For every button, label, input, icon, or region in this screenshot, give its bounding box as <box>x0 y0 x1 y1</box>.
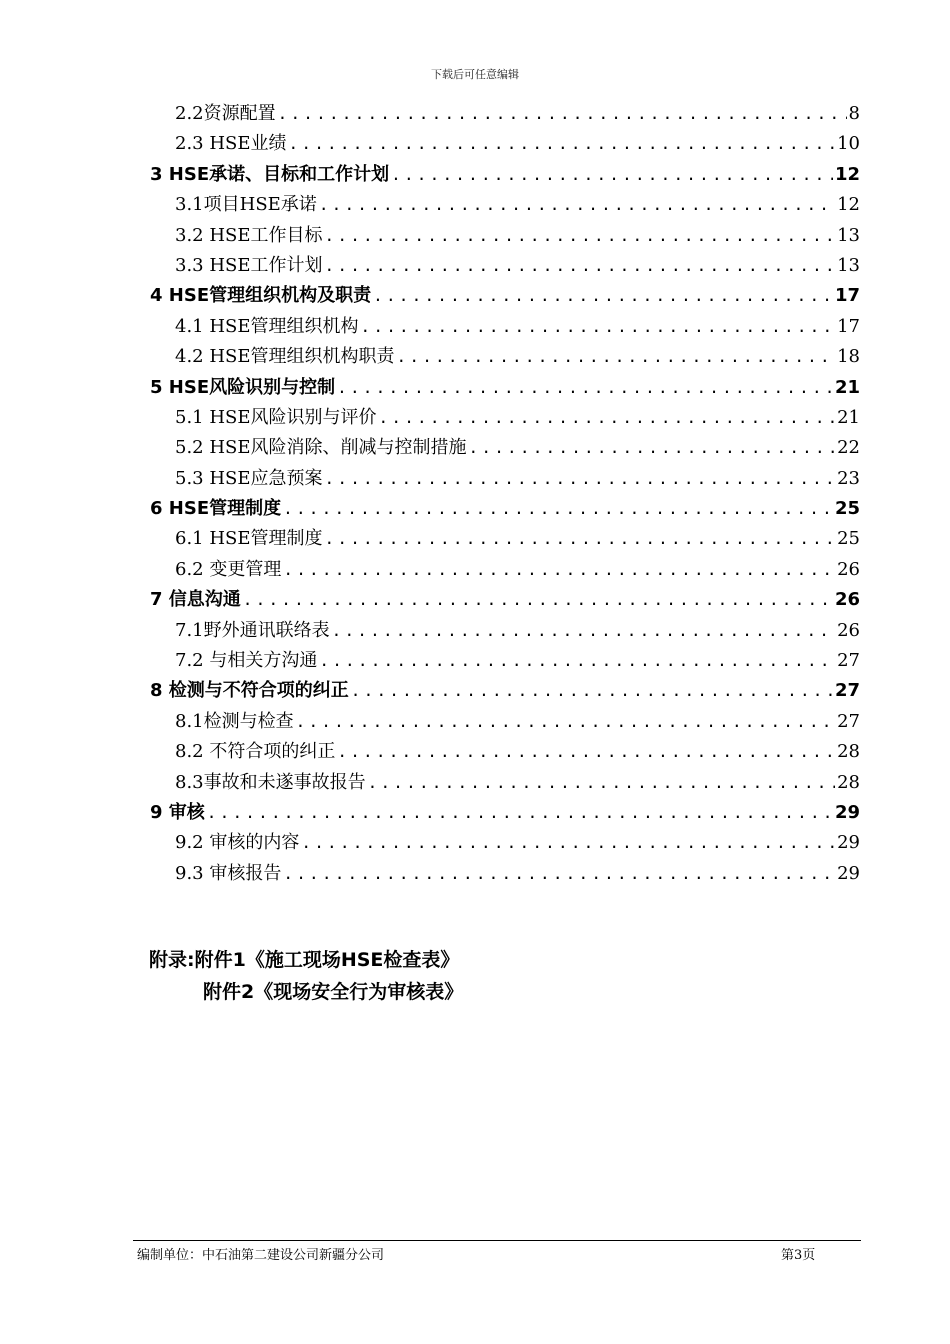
toc-entry-number: 3.1 <box>175 194 204 216</box>
toc-entry[interactable] <box>175 99 860 129</box>
toc-entry-page: 27 <box>837 650 860 672</box>
toc-entry-page: 25 <box>834 498 860 520</box>
toc-entry-page: 22 <box>837 437 860 459</box>
toc-entry-number: 4.1 <box>175 315 210 337</box>
toc-dot-leader <box>337 737 835 767</box>
toc-entry-page: 12 <box>837 194 860 216</box>
toc-entry-title: HSE管理组织机构及职责 <box>168 285 372 307</box>
toc-entry-number: 5.3 <box>175 467 210 489</box>
toc-dot-leader <box>283 555 835 585</box>
toc-entry-number: 9.2 <box>175 832 210 854</box>
toc-entry-title: 野外通讯联络表 <box>203 619 330 641</box>
toc-entry-title: HSE风险识别与评价 <box>209 406 377 428</box>
toc-entry-number: 5.1 <box>175 406 210 428</box>
toc-entry-title: 审核 <box>168 801 205 823</box>
toc-dot-leader <box>397 342 836 372</box>
toc-entry[interactable] <box>150 798 860 828</box>
toc-dot-leader <box>325 251 836 281</box>
toc-entry[interactable] <box>175 737 860 767</box>
toc-entry-page: 29 <box>837 832 860 854</box>
toc-entry[interactable] <box>150 160 860 190</box>
toc-entry[interactable] <box>150 281 860 311</box>
toc-entry[interactable] <box>150 373 860 403</box>
toc-entry[interactable] <box>175 251 860 281</box>
toc-entry-number: 7 <box>150 589 169 611</box>
toc-dot-leader <box>361 312 836 342</box>
toc-entry[interactable] <box>175 403 860 433</box>
toc-entry[interactable] <box>175 707 860 737</box>
table-of-contents <box>0 99 950 889</box>
toc-dot-leader <box>301 828 835 858</box>
toc-entry-number: 8.2 <box>175 741 210 763</box>
toc-dot-leader <box>296 707 835 737</box>
toc-entry-title: 信息沟通 <box>168 589 241 611</box>
toc-dot-leader <box>368 768 835 798</box>
toc-entry[interactable] <box>150 494 860 524</box>
toc-dot-leader <box>278 99 847 129</box>
toc-entry-title: HSE管理组织机构 <box>209 315 359 337</box>
toc-entry-title: 审核报告 <box>209 862 282 884</box>
toc-dot-leader <box>391 160 833 190</box>
toc-entry[interactable] <box>175 221 860 251</box>
appendix-line-2: 附件2《现场安全行为审核表》 <box>203 981 464 1003</box>
toc-entry[interactable] <box>175 190 860 220</box>
toc-entry-page: 26 <box>837 558 860 580</box>
toc-dot-leader <box>325 524 836 554</box>
toc-entry-page: 28 <box>837 741 860 763</box>
toc-entry-page: 29 <box>834 801 860 823</box>
toc-entry[interactable] <box>175 342 860 372</box>
toc-dot-leader <box>337 373 833 403</box>
toc-entry[interactable] <box>175 555 860 585</box>
toc-entry[interactable] <box>175 524 860 554</box>
toc-entry-page: 21 <box>834 376 860 398</box>
toc-entry-title: HSE应急预案 <box>209 467 323 489</box>
toc-entry-number: 4 <box>150 285 169 307</box>
toc-dot-leader <box>469 433 836 463</box>
toc-entry-number: 8 <box>150 680 169 702</box>
toc-entry-page: 10 <box>837 133 860 155</box>
toc-entry-title: 不符合项的纠正 <box>209 741 336 763</box>
footer-page-number: 第3页 <box>781 1248 816 1263</box>
toc-entry-number: 7.1 <box>175 619 204 641</box>
toc-entry-number: 2.3 <box>175 133 210 155</box>
toc-entry-page: 12 <box>834 163 860 185</box>
toc-entry-page: 18 <box>837 346 860 368</box>
toc-entry-page: 17 <box>834 285 860 307</box>
toc-entry-number: 5 <box>150 376 169 398</box>
toc-entry-title: 审核的内容 <box>209 832 300 854</box>
toc-entry[interactable] <box>175 312 860 342</box>
toc-entry[interactable] <box>150 676 860 706</box>
toc-entry-title: HSE管理制度 <box>209 528 323 550</box>
toc-dot-leader <box>325 464 836 494</box>
toc-entry[interactable] <box>175 768 860 798</box>
toc-entry-page: 26 <box>837 619 860 641</box>
toc-entry-number: 3 <box>150 163 169 185</box>
toc-entry[interactable] <box>150 585 860 615</box>
toc-dot-leader <box>351 676 833 706</box>
toc-entry-title: HSE工作计划 <box>209 254 323 276</box>
appendix <box>149 944 463 1008</box>
toc-entry-title: HSE管理制度 <box>168 498 282 520</box>
toc-entry[interactable] <box>175 828 860 858</box>
toc-entry-number: 4.2 <box>175 346 210 368</box>
toc-entry-page: 13 <box>837 254 860 276</box>
toc-entry-page: 8 <box>848 103 860 124</box>
toc-entry-number: 8.3 <box>175 771 204 793</box>
toc-entry[interactable] <box>175 646 860 676</box>
toc-entry-number: 6 <box>150 498 169 520</box>
toc-entry-number: 6.2 <box>175 558 210 580</box>
toc-entry-number: 9.3 <box>175 862 210 884</box>
toc-entry-number: 2.2 <box>175 103 204 124</box>
toc-entry-title: HSE管理组织机构职责 <box>209 346 395 368</box>
toc-entry-title: 项目HSE承诺 <box>203 194 317 216</box>
toc-entry-number: 9 <box>150 801 169 823</box>
toc-entry-page: 27 <box>837 710 860 732</box>
toc-entry-page: 25 <box>837 528 860 550</box>
toc-entry-page: 13 <box>837 224 860 246</box>
toc-entry-page: 23 <box>837 467 860 489</box>
toc-entry-title: HSE风险识别与控制 <box>168 376 336 398</box>
toc-entry-title: 与相关方沟通 <box>209 650 318 672</box>
toc-dot-leader <box>283 494 833 524</box>
toc-entry-page: 26 <box>834 589 860 611</box>
toc-entry-title: 检测与检查 <box>203 710 294 732</box>
toc-dot-leader <box>207 798 833 828</box>
toc-dot-leader <box>325 221 836 251</box>
toc-entry-title: HSE风险消除、削减与控制措施 <box>209 437 467 459</box>
toc-entry-title: HSE业绩 <box>209 133 287 155</box>
toc-entry-title: 事故和未遂事故报告 <box>203 771 366 793</box>
toc-entry[interactable] <box>175 859 860 889</box>
toc-entry-title: HSE承诺、目标和工作计划 <box>168 163 390 185</box>
toc-entry-number: 8.1 <box>175 710 204 732</box>
toc-entry-number: 7.2 <box>175 650 210 672</box>
toc-entry-title: 变更管理 <box>209 558 282 580</box>
toc-entry-number: 3.3 <box>175 254 210 276</box>
toc-dot-leader <box>319 646 835 676</box>
toc-dot-leader <box>283 859 835 889</box>
toc-entry-page: 27 <box>834 680 860 702</box>
toc-entry-page: 17 <box>837 315 860 337</box>
toc-entry-page: 21 <box>837 406 860 428</box>
toc-dot-leader <box>332 616 835 646</box>
toc-entry-page: 28 <box>837 771 860 793</box>
toc-dot-leader <box>243 585 833 615</box>
toc-entry[interactable] <box>175 616 860 646</box>
toc-dot-leader <box>379 403 836 433</box>
toc-entry[interactable] <box>175 129 860 159</box>
toc-entry[interactable] <box>175 464 860 494</box>
header-note: 下载后可任意编辑 <box>431 68 519 81</box>
toc-entry[interactable] <box>175 433 860 463</box>
toc-entry-title: 检测与不符合项的纠正 <box>168 680 349 702</box>
toc-dot-leader <box>289 129 836 159</box>
toc-entry-number: 5.2 <box>175 437 210 459</box>
toc-entry-number: 6.1 <box>175 528 210 550</box>
toc-entry-number: 3.2 <box>175 224 210 246</box>
toc-dot-leader <box>373 281 833 311</box>
toc-dot-leader <box>319 190 835 220</box>
toc-entry-title: HSE工作目标 <box>209 224 323 246</box>
footer-divider <box>133 1240 861 1241</box>
appendix-line-1: 附录:附件1《施工现场HSE检查表》 <box>149 949 460 971</box>
toc-entry-page: 29 <box>837 862 860 884</box>
toc-entry-title: 资源配置 <box>203 103 276 124</box>
footer-organization: 编制单位：中石油第二建设公司新疆分公司 <box>137 1248 385 1263</box>
